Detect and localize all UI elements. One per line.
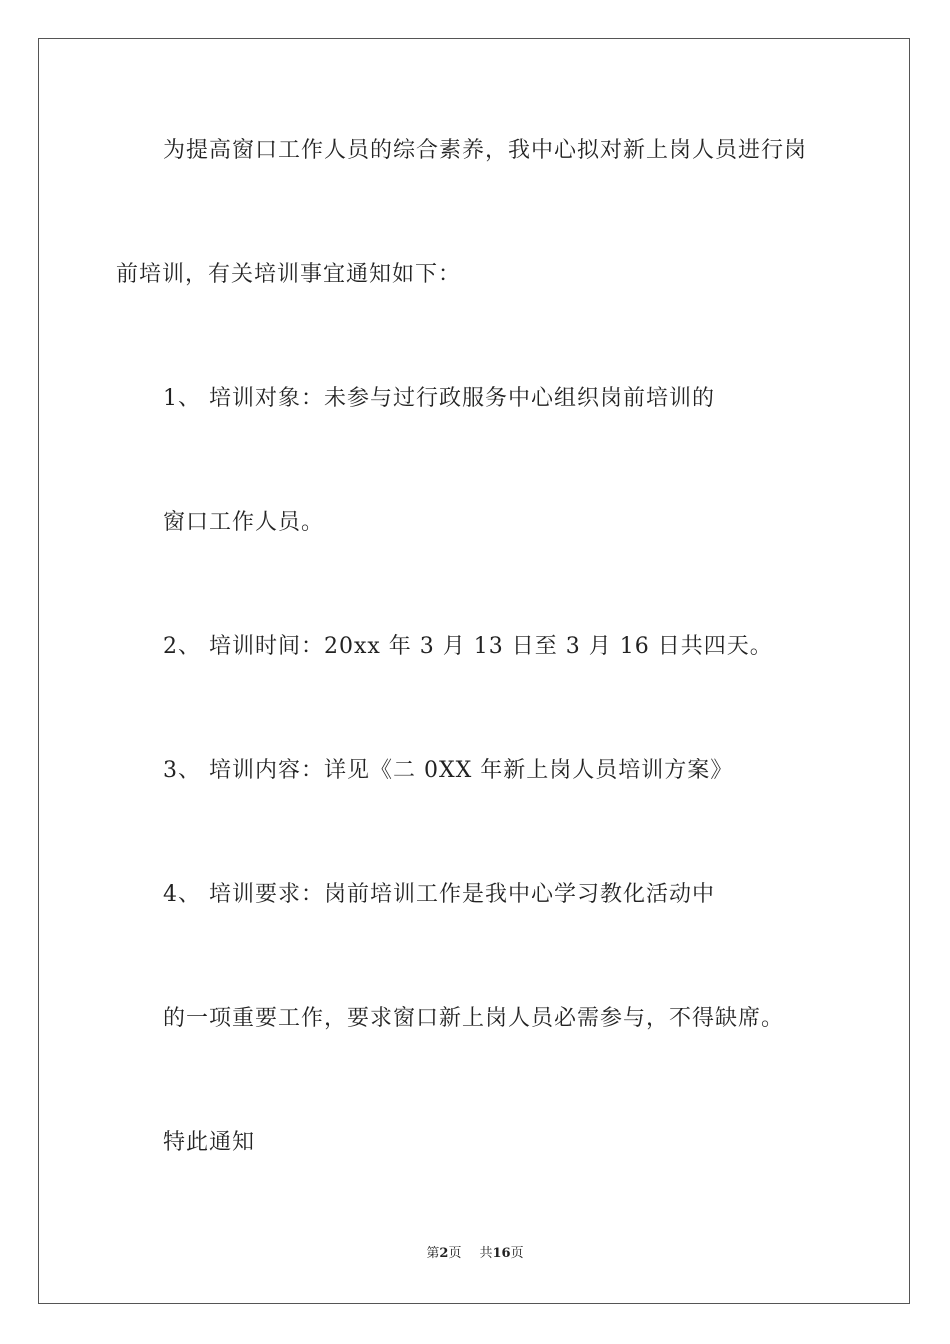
- footer-total-suffix: 页: [510, 1246, 524, 1261]
- item-3-line-1: 3、 培训内容：详见《二 0XX 年新上岗人员培训方案》: [163, 758, 734, 783]
- footer-total-prefix: 共: [479, 1246, 493, 1261]
- item-4-line-2: 的一项重要工作，要求窗口新上岗人员必需参与，不得缺席。: [163, 1006, 785, 1031]
- closing-text: 特此通知: [163, 1130, 256, 1155]
- footer-page-prefix: 第: [426, 1246, 440, 1261]
- item-1-line-1: 1、 培训对象：未参与过行政服务中心组织岗前培训的: [163, 386, 715, 411]
- item-4-line-1: 4、 培训要求：岗前培训工作是我中心学习教化活动中: [163, 882, 715, 907]
- page-footer: [0, 1245, 950, 1263]
- footer-page-current: 2: [439, 1246, 449, 1261]
- footer-page-total: 16: [492, 1246, 511, 1261]
- intro-line-2: 前培训，有关培训事宜通知如下：: [116, 262, 462, 287]
- footer-page-suffix: 页: [448, 1246, 462, 1261]
- item-1-line-2: 窗口工作人员。: [163, 510, 325, 535]
- page-border: [38, 38, 910, 1304]
- intro-line-1: 为提高窗口工作人员的综合素养，我中心拟对新上岗人员进行岗: [163, 138, 808, 163]
- item-2-line-1: 2、 培训时间：20xx 年 3 月 13 日至 3 月 16 日共四天。: [163, 634, 773, 659]
